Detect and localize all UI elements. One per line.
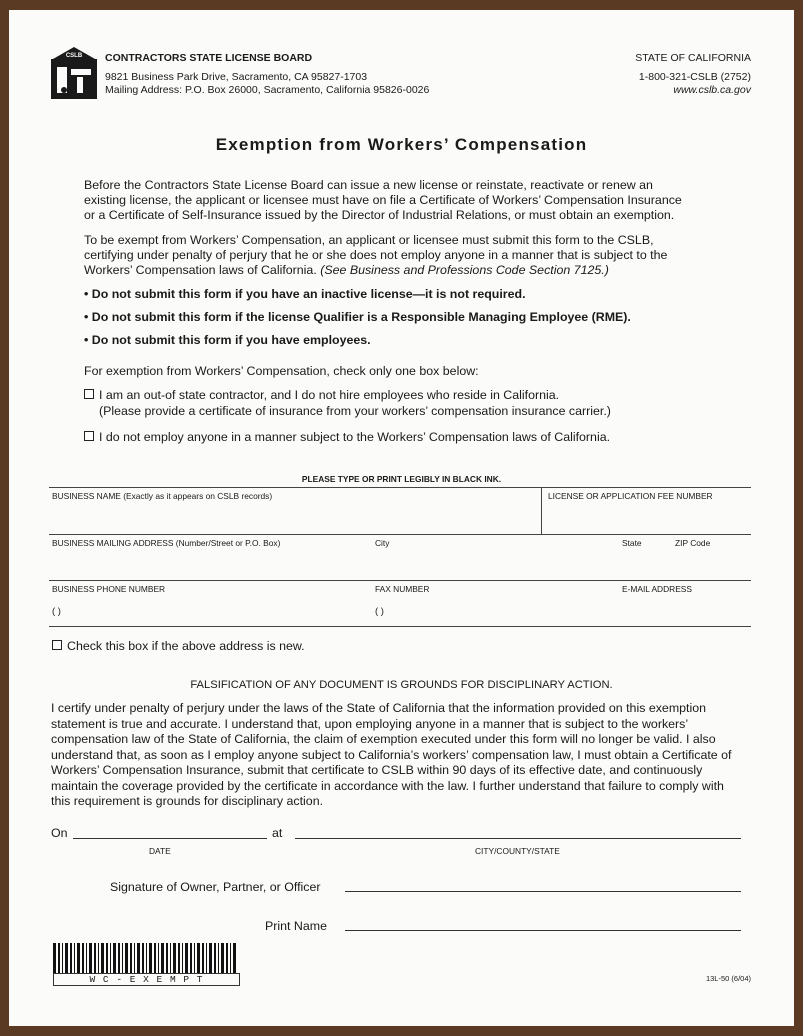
divider xyxy=(541,487,542,534)
zip-label: ZIP Code xyxy=(675,538,711,548)
license-number-field[interactable] xyxy=(545,502,749,532)
warning-bullet: • Do not submit this form if you have an inactive license—it is not required. xyxy=(84,287,526,301)
warning-bullet: • Do not submit this form if the license Qualifier is a Responsible Managing Employee (RME). xyxy=(84,310,631,324)
certification-line: Workers’ Compensation Insurance, submit that certificate to CSLB within 90 days of its effective date, and continuously xyxy=(51,763,703,777)
barcode-bar xyxy=(218,943,219,975)
certification-line: this requirement is grounds for disciplinary action. xyxy=(51,794,324,808)
city-field[interactable] xyxy=(375,549,615,578)
business-name-field[interactable] xyxy=(52,502,537,532)
date-label: DATE xyxy=(149,846,171,856)
barcode-bar xyxy=(170,943,171,975)
barcode-bar xyxy=(202,943,204,975)
barcode-bar xyxy=(214,943,216,975)
form-number: 13L-50 (6/04) xyxy=(705,974,751,983)
barcode-bar xyxy=(137,943,140,975)
option-out-of-state-label: I am an out-of state contractor, and I do not hire employees who reside in California. xyxy=(99,388,560,402)
barcode-bar xyxy=(197,943,200,975)
certification-line: statement is true and accurate. I understand that, upon employing anyone in a manner that is subject to the workers’ xyxy=(51,716,689,731)
new-address-label: Check this box if the above address is new. xyxy=(67,639,305,653)
no-employees-checkbox[interactable] xyxy=(84,431,94,441)
signature-field[interactable] xyxy=(345,891,741,892)
barcode-bar xyxy=(77,943,80,975)
barcode-text: W C - E X E M P T xyxy=(53,973,240,986)
new-address-checkbox[interactable] xyxy=(52,640,62,650)
options-intro: For exemption from Workers’ Compensation, check only one box below: xyxy=(84,364,479,378)
barcode-bar xyxy=(149,943,152,975)
barcode-bar xyxy=(166,943,168,975)
barcode-bar xyxy=(230,943,231,975)
city-county-state-field[interactable] xyxy=(295,838,741,839)
barcode-bar xyxy=(110,943,111,975)
falsification-warning: FALSIFICATION OF ANY DOCUMENT IS GROUNDS FOR DISCIPLINARY ACTION. xyxy=(190,679,613,691)
barcode-bar xyxy=(122,943,123,975)
warning-bullet: • Do not submit this form if you have employees. xyxy=(84,333,371,347)
certification-line: maintain the coverage provided by the certificate in accordance with the law. I further understand that failure to comply with xyxy=(51,778,724,793)
state-field-label: State xyxy=(622,538,642,548)
email-field[interactable] xyxy=(622,595,749,624)
barcode-bar xyxy=(86,943,87,975)
fax-label: FAX NUMBER xyxy=(375,584,430,594)
certification-line: understand that, as soon as I employ anyone subject to California’s workers’ compensation law, I must obtain a Certificate of xyxy=(51,747,732,762)
email-label: E-MAIL ADDRESS xyxy=(622,584,692,594)
certification-line: compensation law of the State of California, the claim of exemption executed under this form will no longer be valid. I also xyxy=(51,732,716,746)
signature-label: Signature of Owner, Partner, or Officer xyxy=(110,880,321,894)
barcode-bar xyxy=(89,943,92,975)
option-no-employees-label: I do not employ anyone in a manner subject to the Workers’ Compensation laws of California. xyxy=(99,430,611,444)
barcode-bar xyxy=(82,943,84,975)
barcode-bar xyxy=(146,943,147,975)
state-field[interactable] xyxy=(622,549,672,578)
intro-p2-line: certifying under penalty of perjury that he or she does not employ anyone in a manner that is subject to the xyxy=(84,248,668,262)
business-name-label: BUSINESS NAME (Exactly as it appears on CSLB records) xyxy=(52,491,273,501)
state-label: STATE OF CALIFORNIA xyxy=(635,52,751,64)
divider xyxy=(49,626,751,627)
intro-paragraph-2 xyxy=(84,233,724,278)
logo-text: CSLB xyxy=(65,53,83,59)
barcode-bar xyxy=(58,943,60,975)
barcode-bar xyxy=(98,943,99,975)
zip-field[interactable] xyxy=(675,549,749,578)
barcode-bar xyxy=(142,943,144,975)
code-reference: (See Business and Professions Code Section 7125.) xyxy=(320,263,609,277)
barcode-bar xyxy=(173,943,176,975)
barcode-bar xyxy=(130,943,132,975)
barcode-bar xyxy=(185,943,188,975)
ink-instruction: PLEASE TYPE OR PRINT LEGIBLY IN BLACK INK. xyxy=(301,474,502,484)
barcode-bar xyxy=(190,943,192,975)
certification-statement xyxy=(51,701,761,810)
intro-p1-line: or a Certificate of Self-Insurance issued by the Director of Industrial Relations, or must obtain an exemption. xyxy=(84,208,675,222)
out-of-state-checkbox[interactable] xyxy=(84,389,94,399)
barcode-bar xyxy=(158,943,159,975)
barcode-bar xyxy=(65,943,68,975)
barcode-bar xyxy=(161,943,164,975)
license-number-label: LICENSE OR APPLICATION FEE NUMBER xyxy=(548,491,713,501)
divider xyxy=(49,580,751,581)
divider xyxy=(49,487,751,488)
city-label: City xyxy=(375,538,390,548)
form-sheet xyxy=(9,10,794,1026)
fax-field[interactable]: ( ) xyxy=(375,606,384,617)
barcode-bar xyxy=(125,943,128,975)
board-address: 9821 Business Park Drive, Sacramento, CA 95827-1703 xyxy=(105,71,368,83)
barcode-bar xyxy=(94,943,96,975)
barcode xyxy=(53,943,238,985)
board-website[interactable]: www.cslb.ca.gov xyxy=(673,84,751,96)
phone-field[interactable]: ( ) xyxy=(52,606,61,617)
barcode-bar xyxy=(206,943,207,975)
cslb-logo xyxy=(51,47,97,99)
option-no-employees xyxy=(84,430,610,444)
barcode-bar xyxy=(178,943,180,975)
board-phone: 1-800-321-CSLB (2752) xyxy=(638,71,751,83)
barcode-bar xyxy=(113,943,116,975)
on-label: On xyxy=(51,826,68,840)
barcode-bar xyxy=(106,943,108,975)
barcode-bar xyxy=(134,943,135,975)
barcode-bars xyxy=(53,943,238,975)
date-field[interactable] xyxy=(73,838,267,839)
barcode-bar xyxy=(154,943,156,975)
barcode-bar xyxy=(53,943,56,975)
intro-p2-line: To be exempt from Workers’ Compensation, an applicant or licensee must submit this form to the CSLB, xyxy=(84,233,654,247)
option-out-of-state xyxy=(84,388,559,402)
intro-p1-line: existing license, the applicant or licensee must have on file a Certificate of Workers’ Compensation Insurance xyxy=(84,193,682,207)
mailing-address-field[interactable] xyxy=(52,549,370,578)
page-title: Exemption from Workers’ Compensation xyxy=(215,135,588,154)
barcode-bar xyxy=(209,943,212,975)
board-name: CONTRACTORS STATE LICENSE BOARD xyxy=(105,52,313,64)
barcode-bar xyxy=(74,943,75,975)
city-county-state-label: CITY/COUNTY/STATE xyxy=(475,846,560,856)
barcode-bar xyxy=(221,943,224,975)
phone-label: BUSINESS PHONE NUMBER xyxy=(52,584,166,594)
option-out-of-state-note: (Please provide a certificate of insurance from your workers’ compensation insurance carrier.) xyxy=(99,404,611,418)
barcode-bar xyxy=(226,943,228,975)
barcode-bar xyxy=(182,943,183,975)
intro-p2-line: Workers’ Compensation laws of California. xyxy=(84,263,317,277)
barcode-bar xyxy=(194,943,195,975)
certification-line: I certify under penalty of perjury under the laws of the State of California that the information provided on this exemption xyxy=(51,701,707,715)
barcode-bar xyxy=(118,943,120,975)
barcode-bar xyxy=(70,943,72,975)
intro-p1-line: Before the Contractors State License Board can issue a new license or reinstate, reactivate or renew an xyxy=(84,178,653,192)
new-address-option xyxy=(52,639,305,653)
barcode-bar xyxy=(62,943,63,975)
divider xyxy=(49,534,751,535)
barcode-bar xyxy=(101,943,104,975)
print-name-field[interactable] xyxy=(345,930,741,931)
mailing-address-label: BUSINESS MAILING ADDRESS (Number/Street or P.O. Box) xyxy=(52,538,281,548)
board-mailing-address: Mailing Address: P.O. Box 26000, Sacramento, California 95826-0026 xyxy=(105,84,430,96)
barcode-bar xyxy=(233,943,236,975)
print-name-label: Print Name xyxy=(265,919,327,933)
at-label: at xyxy=(272,826,283,840)
intro-paragraph-1 xyxy=(84,178,724,223)
